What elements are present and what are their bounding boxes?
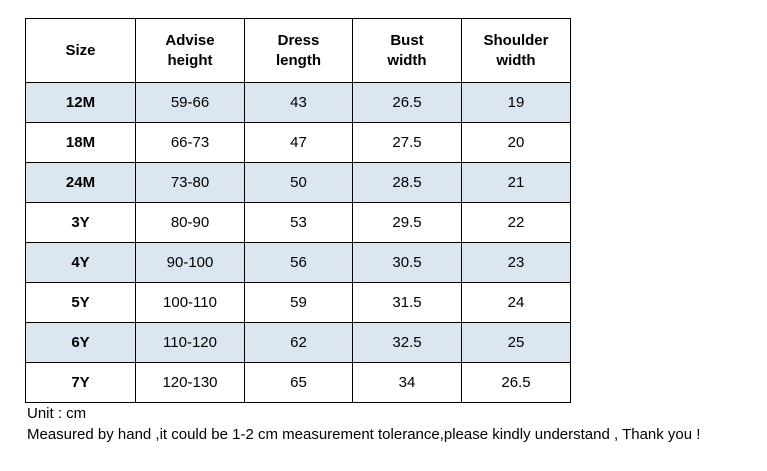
table-row	[26, 243, 571, 283]
bust-width-cell: 34	[353, 363, 462, 403]
table-row	[26, 203, 571, 243]
advise-height-cell: 59-66	[136, 83, 245, 123]
bust-width-cell: 27.5	[353, 123, 462, 163]
dress-length-cell: 53	[245, 203, 353, 243]
size-cell: 7Y	[26, 363, 136, 403]
shoulder-width-cell: 26.5	[462, 363, 571, 403]
shoulder-width-cell: 24	[462, 283, 571, 323]
size-cell: 24M	[26, 163, 136, 203]
shoulder-width-cell: 25	[462, 323, 571, 363]
size-cell: 18M	[26, 123, 136, 163]
bust-width-cell: 32.5	[353, 323, 462, 363]
unit-note: Unit : cm	[27, 405, 87, 422]
size-cell: 6Y	[26, 323, 136, 363]
advise-height-cell: 120-130	[136, 363, 245, 403]
shoulder-width-cell: 19	[462, 83, 571, 123]
advise-height-cell: 80-90	[136, 203, 245, 243]
shoulder-width-cell: 20	[462, 123, 571, 163]
dress-length-cell: 62	[245, 323, 353, 363]
table-row	[26, 363, 571, 403]
advise-height-cell: 73-80	[136, 163, 245, 203]
header-bust-width: Bust width	[353, 19, 462, 83]
table-row	[26, 323, 571, 363]
dress-length-cell: 47	[245, 123, 353, 163]
header-advise-height: Advise height	[136, 19, 245, 83]
dress-length-cell: 59	[245, 283, 353, 323]
header-size: Size	[26, 19, 136, 83]
bust-width-cell: 29.5	[353, 203, 462, 243]
advise-height-cell: 66-73	[136, 123, 245, 163]
shoulder-width-cell: 22	[462, 203, 571, 243]
table-row	[26, 163, 571, 203]
dress-length-cell: 56	[245, 243, 353, 283]
dress-length-cell: 50	[245, 163, 353, 203]
size-cell: 3Y	[26, 203, 136, 243]
size-cell: 12M	[26, 83, 136, 123]
size-cell: 5Y	[26, 283, 136, 323]
dress-length-cell: 43	[245, 83, 353, 123]
advise-height-cell: 90-100	[136, 243, 245, 283]
table-row	[26, 283, 571, 323]
header-row	[26, 19, 571, 83]
shoulder-width-cell: 21	[462, 163, 571, 203]
bust-width-cell: 28.5	[353, 163, 462, 203]
header-shoulder-width: Shoulder width	[462, 19, 571, 83]
measurement-note: Measured by hand ,it could be 1-2 cm measurement tolerance,please kindly understand , Thank you !	[27, 426, 701, 443]
size-chart-table	[25, 18, 571, 403]
dress-length-cell: 65	[245, 363, 353, 403]
advise-height-cell: 110-120	[136, 323, 245, 363]
bust-width-cell: 31.5	[353, 283, 462, 323]
shoulder-width-cell: 23	[462, 243, 571, 283]
table-row	[26, 123, 571, 163]
advise-height-cell: 100-110	[136, 283, 245, 323]
size-cell: 4Y	[26, 243, 136, 283]
table-row	[26, 83, 571, 123]
bust-width-cell: 26.5	[353, 83, 462, 123]
header-dress-length: Dress length	[245, 19, 353, 83]
bust-width-cell: 30.5	[353, 243, 462, 283]
